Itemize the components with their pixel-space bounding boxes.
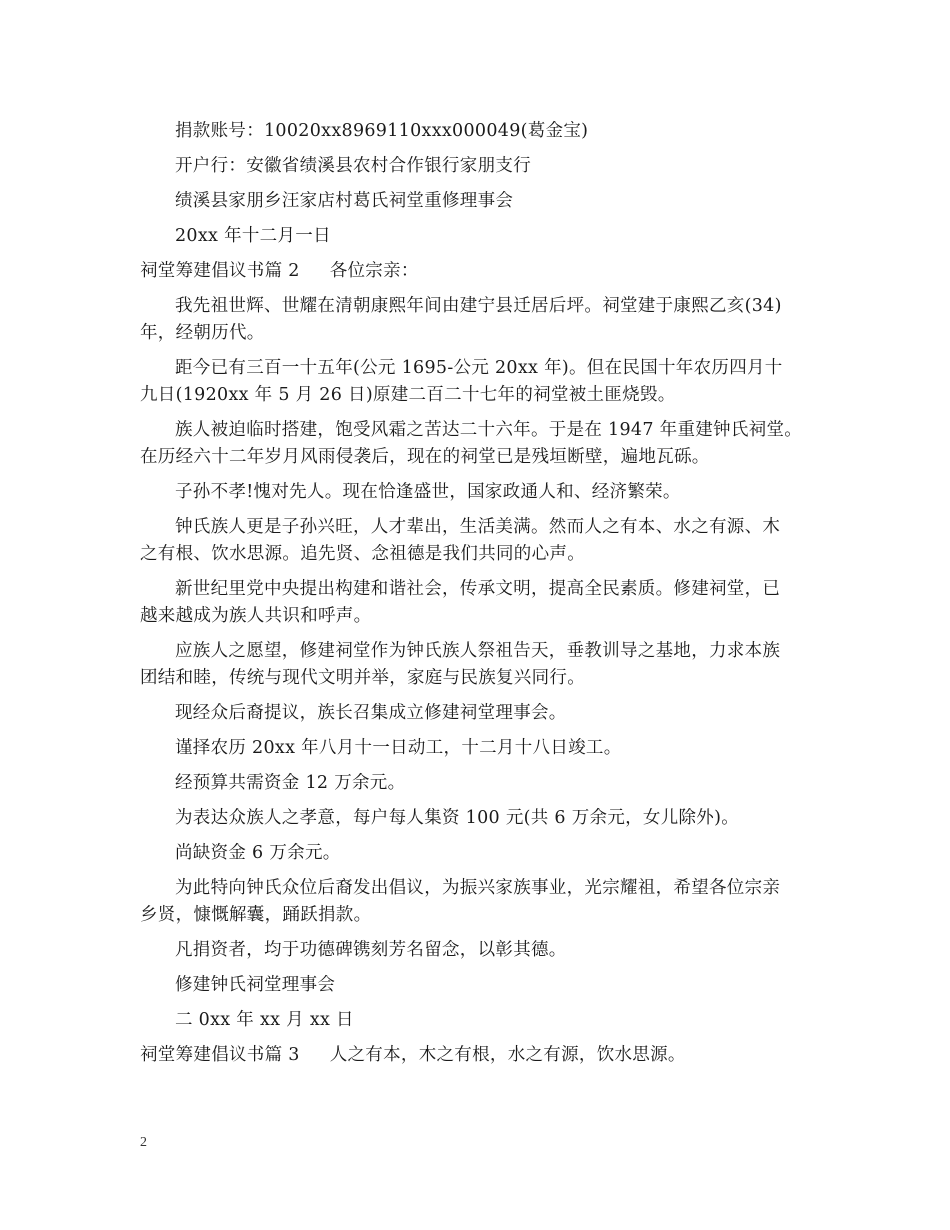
section-3-opening: 人之有本，木之有根，水之有源，饮水思源。 xyxy=(329,1045,686,1065)
paragraph-9: 谨择农历 20xx 年八月十一日动工，十二月十八日竣工。 xyxy=(175,738,622,758)
paragraph-10: 经预算共需资金 12 万余元。 xyxy=(175,773,406,793)
paragraph-11: 为表达众族人之孝意，每户每人集资 100 元(共 6 万余元，女儿除外)。 xyxy=(175,808,740,828)
paragraph-2-line-2: 九日(1920xx 年 5 月 26 日)原建二百二十七年的祠堂被土匪烧毁。 xyxy=(140,385,676,405)
paragraph-5-line-1: 钟氏族人更是子孙兴旺，人才辈出，生活美满。然而人之有本、水之有源、木 xyxy=(175,517,781,537)
section-heading-3 xyxy=(140,1042,820,1069)
paragraph-8: 现经众后裔提议，族长召集成立修建祠堂理事会。 xyxy=(175,703,567,723)
section-title-3: 祠堂筹建倡议书篇 3 xyxy=(140,1045,300,1065)
council-name-line: 绩溪县家朋乡汪家店村葛氏祠堂重修理事会 xyxy=(175,191,514,211)
paragraph-1-line-1: 我先祖世辉、世耀在清朝康熙年间由建宁县迁居后坪。祠堂建于康熙乙亥(34) xyxy=(175,296,782,316)
paragraph-2-line-1: 距今已有三百一十五年(公元 1695-公元 20xx 年)。但在民国十年农历四月十 xyxy=(175,358,783,378)
section-heading-2 xyxy=(140,258,820,285)
paragraph-13-line-1: 为此特向钟氏众位后裔发出倡议，为振兴家族事业，光宗耀祖，希望各位宗亲 xyxy=(175,878,781,898)
bank-line: 开户行：安徽省绩溪县农村合作银行家朋支行 xyxy=(175,156,531,176)
section-title-2: 祠堂筹建倡议书篇 2 xyxy=(140,261,300,281)
page-number: 2 xyxy=(140,1135,147,1150)
paragraph-3-line-1: 族人被迫临时搭建，饱受风霜之苦达二十六年。于是在 1947 年重建钟氏祠堂。 xyxy=(175,420,803,440)
donation-account-line: 捐款账号：10020xx8969110xxx000049(葛金宝) xyxy=(175,121,589,141)
paragraph-6-line-1: 新世纪里党中央提出构建和谐社会，传承文明，提高全民素质。修建祠堂，已 xyxy=(175,579,781,599)
paragraph-5-line-2: 之有根、饮水思源。追先贤、念祖德是我们共同的心声。 xyxy=(140,544,585,564)
paragraph-4: 子孙不孝!愧对先人。现在恰逢盛世，国家政通人和、经济繁荣。 xyxy=(175,482,681,502)
signature-council: 修建钟氏祠堂理事会 xyxy=(175,975,336,995)
paragraph-13-line-2: 乡贤，慷慨解囊，踊跃捐款。 xyxy=(140,905,372,925)
paragraph-14: 凡捐资者，均于功德碑镌刻芳名留念，以彰其德。 xyxy=(175,940,567,960)
date-line: 20xx 年十二月一日 xyxy=(175,226,331,246)
paragraph-7-line-2: 团结和睦，传统与现代文明并举，家庭与民族复兴同行。 xyxy=(140,668,585,688)
paragraph-6-line-2: 越来越成为族人共识和呼声。 xyxy=(140,606,372,626)
paragraph-1-line-2: 年，经朝历代。 xyxy=(140,323,265,343)
paragraph-3-line-2: 在历经六十二年岁月风雨侵袭后，现在的祠堂已是残垣断壁，遍地瓦砾。 xyxy=(140,447,710,467)
document-body xyxy=(140,118,820,1077)
signature-date: 二 0xx 年 xx 月 xx 日 xyxy=(175,1010,354,1030)
paragraph-7-line-1: 应族人之愿望，修建祠堂作为钟氏族人祭祖告天，垂教训导之基地，力求本族 xyxy=(175,641,781,661)
salutation: 各位宗亲： xyxy=(329,261,419,281)
paragraph-12: 尚缺资金 6 万余元。 xyxy=(175,843,341,863)
